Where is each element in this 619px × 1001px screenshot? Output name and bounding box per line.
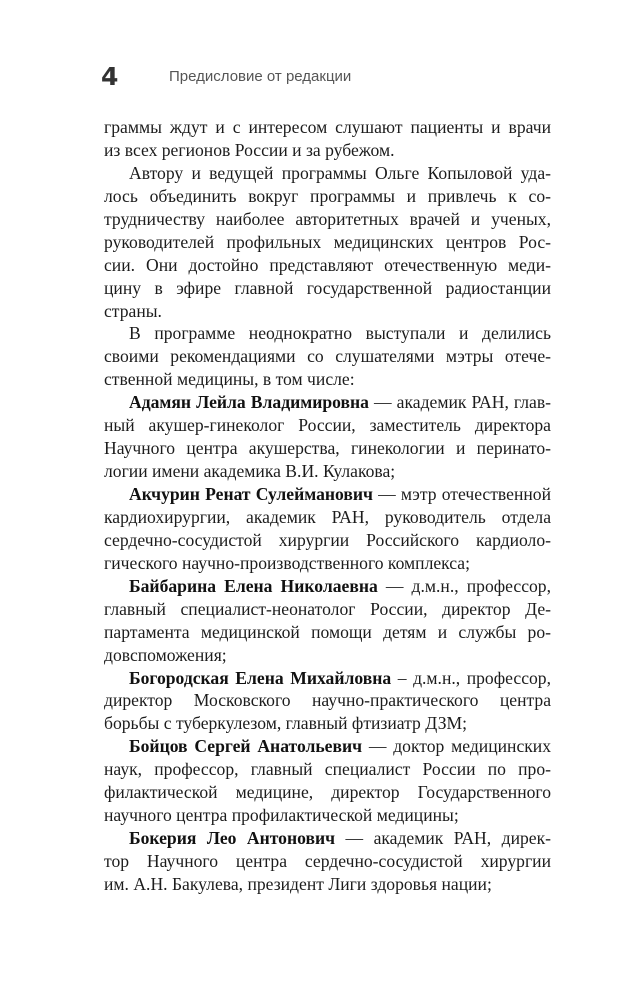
line-text: гического научно-производственного комплекса; [104,552,471,573]
line-text: наук, профессор, главный специалист России по про- [104,759,551,780]
text-line [104,552,551,575]
line-text: своими рекомендациями со слушателями мэтры отече- [104,346,551,367]
line-text: научного центра профилактической медицины; [104,805,459,826]
text-line [104,162,551,185]
person-name: Бойцов Сергей Анатольевич [129,736,363,757]
line-text: руководителей профильных медицинских центров Рос- [104,231,551,252]
text-line [104,712,551,735]
person-name: Акчурин Ренат Сулейманович [129,484,373,504]
text-line [104,873,551,896]
text-line [104,345,551,368]
line-text: главный специалист-неонатолог России, директор Де- [104,598,551,619]
line-text: из всех регионов России и за рубежом. [104,139,395,160]
text-line [104,598,551,621]
text-line [104,460,551,483]
text-line [104,437,551,460]
text-line [104,368,551,391]
line-text: борьбы с туберкулезом, главный фтизиатр ДЗМ; [104,713,468,734]
line-text: Научного центра акушерства, гинекологии и перинато- [104,438,551,459]
line-text: страны. [104,300,162,321]
text-line [104,300,551,323]
line-text: — доктор медицинских [362,736,552,757]
text-line [104,781,551,804]
line-text: — академик РАН, дирек- [335,828,551,849]
line-text: трудничеству наиболее авторитетных врачей и ученых, [104,208,551,229]
text-line [104,644,551,667]
text-line [104,689,551,712]
line-text: сии. Они достойно представляют отечественную меди- [104,254,551,275]
text-line [104,758,551,781]
line-text: — д.м.н., профессор, [377,575,551,596]
line-text: граммы ждут и с интересом слушают пациенты и врачи [104,117,551,137]
line-text: тор Научного центра сердечно-сосудистой хирургии [104,851,551,871]
text-line [104,414,551,437]
line-text: логии имени академика В.И. Кулакова; [104,461,396,482]
page-number: 4 [101,62,119,91]
text-line [104,116,551,139]
person-name: Байбарина Елена Николаевна [129,575,378,596]
line-text: директор Московского научно-практического центра [104,690,551,711]
line-text: ственной медицины, в том числе: [104,369,355,390]
text-line [104,506,551,529]
text-line [104,575,551,598]
text-line [104,483,551,506]
person-name: Адамян Лейла Владимировна [129,392,369,413]
line-text: им. А.Н. Бакулева, президент Лиги здоровья нации; [104,873,492,894]
text-line [104,208,551,231]
text-line [104,827,551,850]
text-line [104,139,551,162]
line-text: — мэтр отечественной [372,484,551,504]
line-text: кардиохирургии, академик РАН, руководитель отдела [104,506,551,527]
text-line [104,529,551,552]
line-text: ный акушер-гинеколог России, заместитель директора [104,415,551,436]
text-line [104,804,551,827]
text-line [104,254,551,277]
line-text: сердечно-сосудистой хирургии Российского кардиоло- [104,529,551,550]
line-text: довспоможения; [104,644,227,665]
line-text: В программе неоднократно выступали и делились [129,323,551,344]
text-line [104,667,551,690]
line-text: филактической медицине, директор Государственного [104,782,551,803]
text-line [104,277,551,300]
line-text: Автору и ведущей программы Ольге Копыловой уда- [129,162,551,183]
text-line [104,621,551,644]
text-line [104,185,551,208]
line-text: – д.м.н., профессор, [391,667,551,688]
page-body-text [104,116,551,896]
text-line [104,231,551,254]
text-line [104,850,551,873]
person-name: Бокерия Лео Антонович [129,828,336,849]
person-name: Богородская Елена Михайловна [129,667,392,688]
text-line [104,735,551,758]
line-text: — академик РАН, глав- [368,392,551,413]
line-text: партамента медицинской помощи детям и службы ро- [104,621,551,642]
line-text: лось объединить вокруг программы и привлечь к со- [104,185,551,206]
text-line [104,391,551,414]
running-title: Предисловие от редакции [169,68,352,85]
text-line [104,322,551,345]
line-text: цину в эфире главной государственной радиостанции [104,277,551,298]
